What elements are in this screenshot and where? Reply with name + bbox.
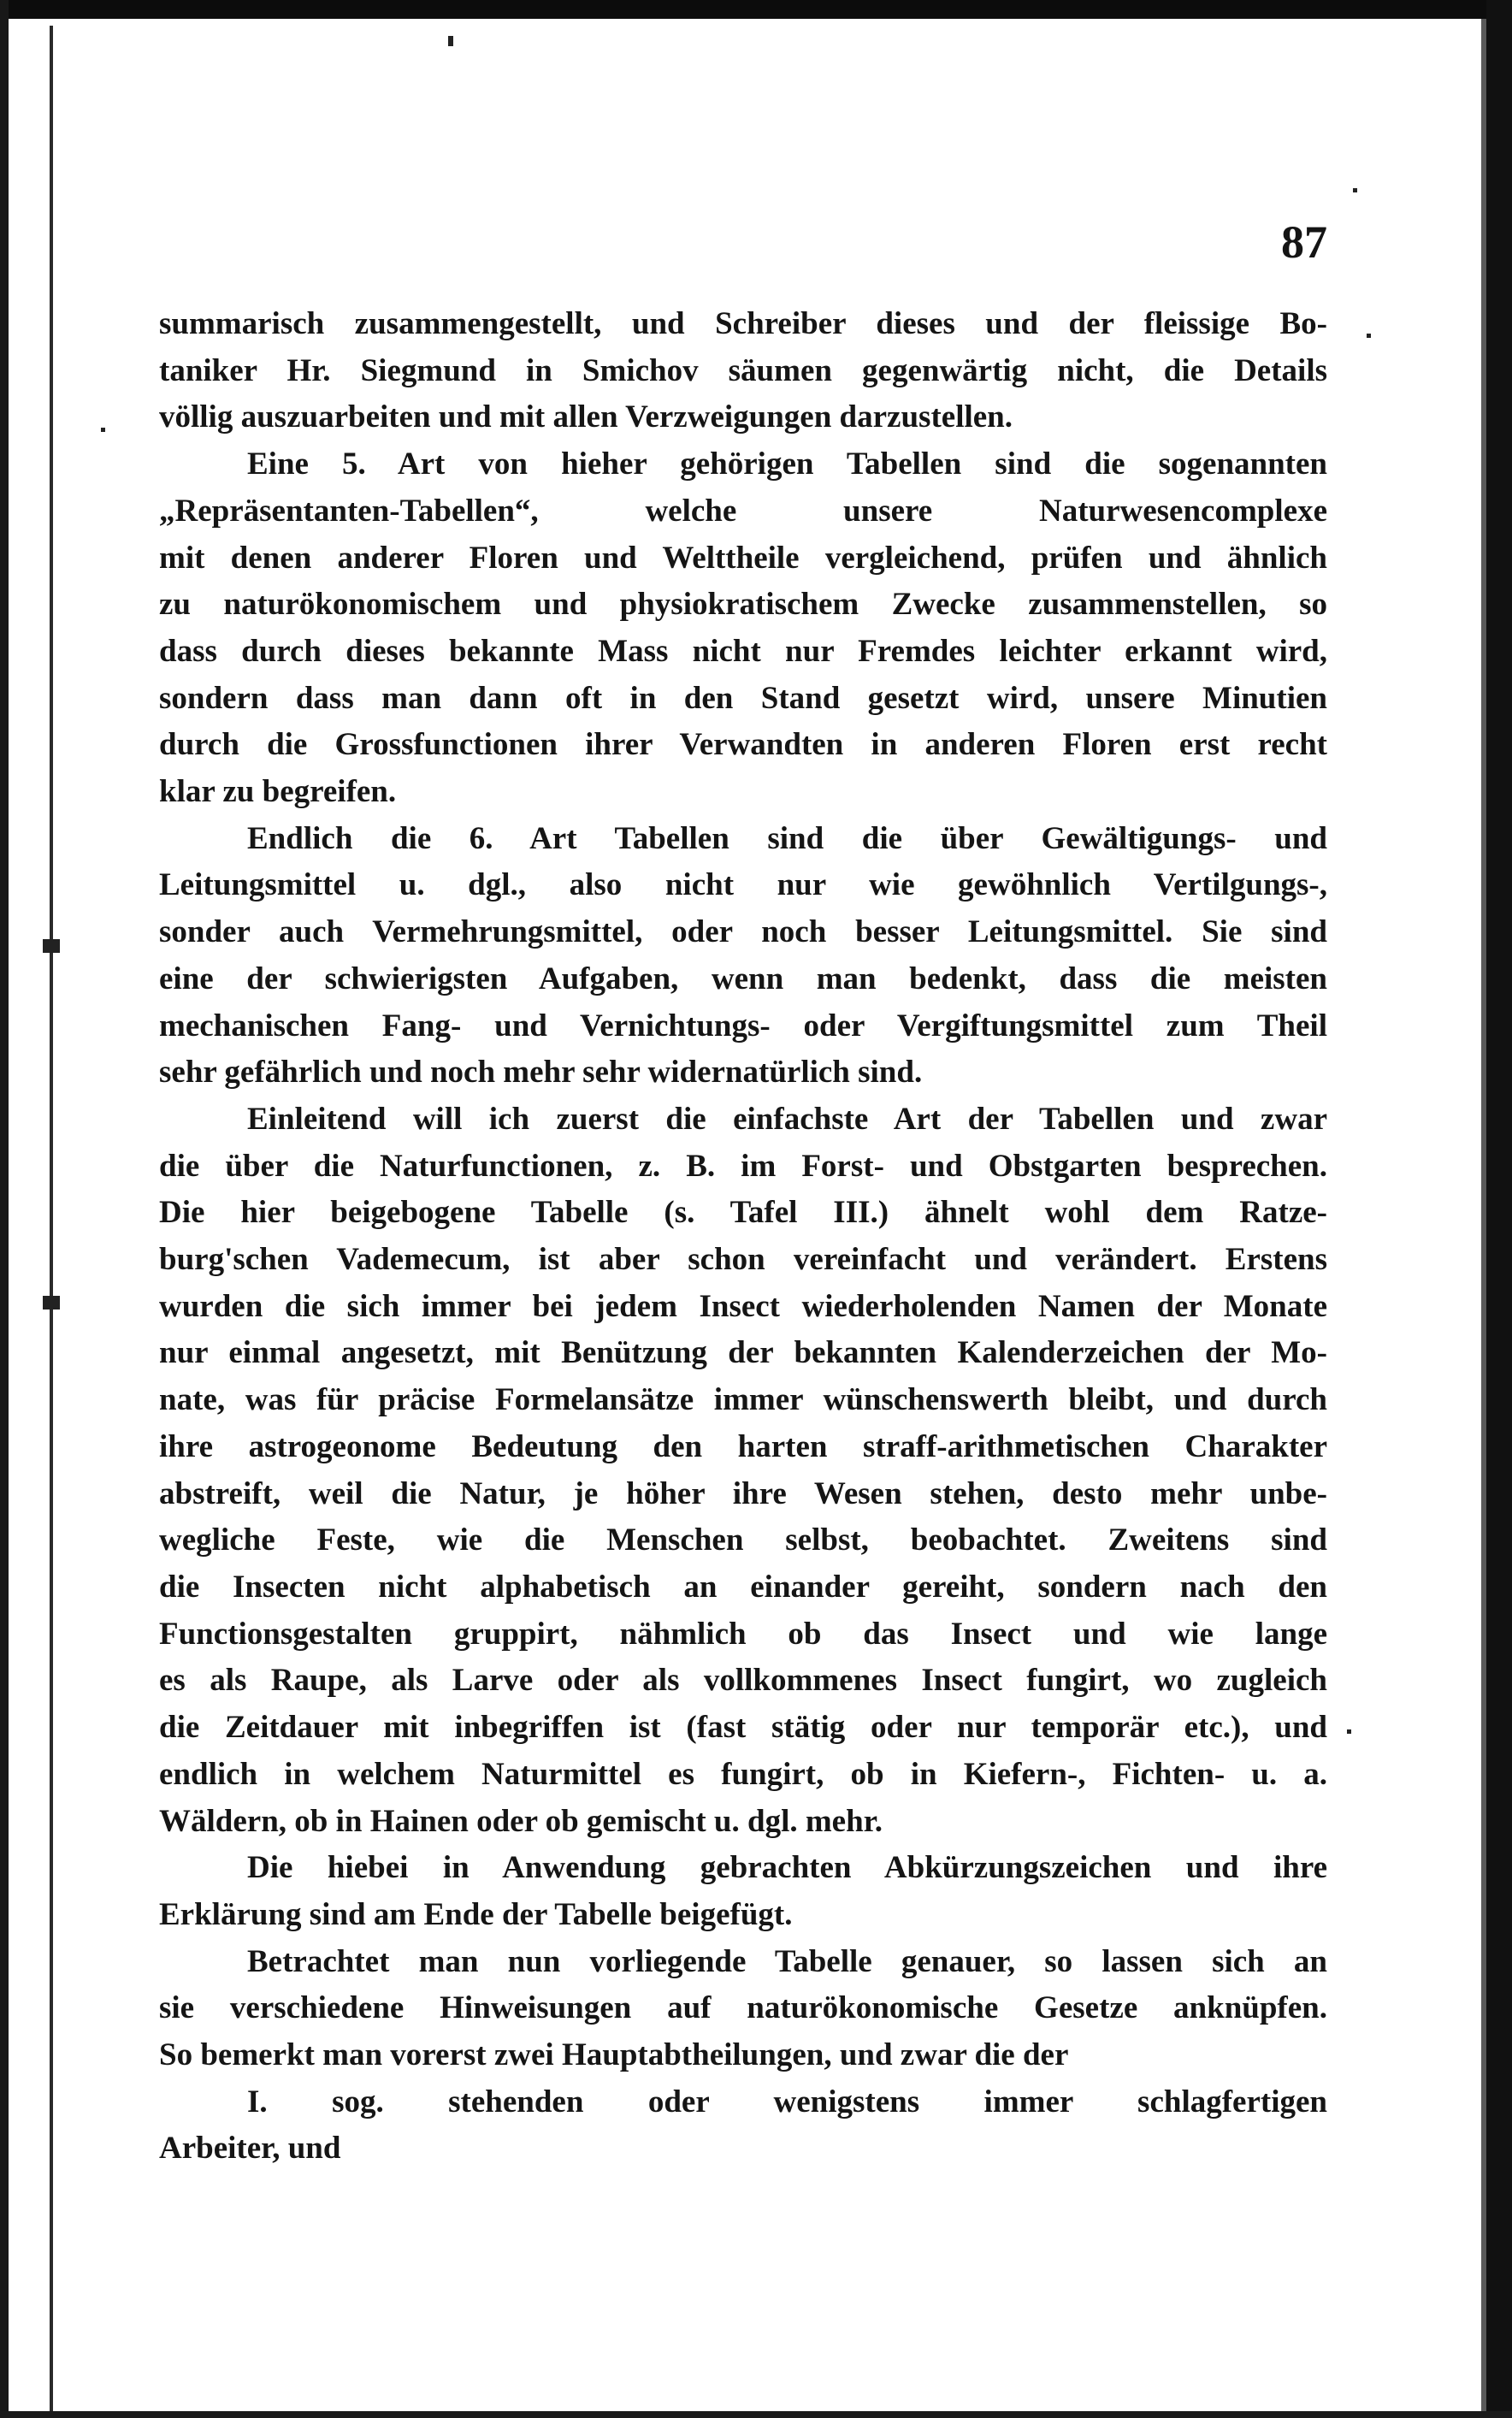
text-line: Die hiebei in Anwendung gebrachten Abkürzungszeichen und ihre (247, 1850, 1327, 1886)
text-line: abstreift, weil die Natur, je höher ihre Wesen stehen, desto mehr unbe- (159, 1475, 1327, 1511)
text-line: So bemerkt man vorerst zwei Hauptabtheilungen, und zwar die der (159, 2037, 1069, 2073)
text-line: mit denen anderer Floren und Welttheile vergleichend, prüfen und ähnlich (159, 540, 1327, 576)
text-line: Endlich die 6. Art Tabellen sind die über Gewältigungs- und (247, 820, 1327, 856)
text-line: die über die Naturfunctionen, z. B. im Forst- und Obstgarten besprechen. (159, 1148, 1327, 1184)
text-line: Eine 5. Art von hieher gehörigen Tabellen sind die sogenannten (247, 446, 1327, 482)
text-line: sie verschiedene Hinweisungen auf naturökonomische Gesetze anknüpfen. (159, 1990, 1327, 2026)
text-line: Betrachtet man nun vorliegende Tabelle genauer, so lassen sich an (247, 1943, 1327, 1979)
text-line: ihre astrogeonome Bedeutung den harten straff-arithmetischen Charakter (159, 1428, 1327, 1464)
speck (1367, 334, 1371, 338)
text-line: sondern dass man dann oft in den Stand gesetzt wird, unsere Minutien (159, 680, 1327, 716)
text-line: klar zu begreifen. (159, 774, 397, 810)
text-line: wurden die sich immer bei jedem Insect wiederholenden Namen der Monate (159, 1288, 1327, 1324)
speck (1347, 1729, 1351, 1734)
text-line: I. sog. stehenden oder wenigstens immer schlagfertigen (247, 2084, 1327, 2119)
page-fold-line (50, 26, 53, 2412)
page-number: 87 (1281, 216, 1327, 268)
scan-border-left (0, 0, 9, 2418)
text-line: sonder auch Vermehrungsmittel, oder noch besser Leitungsmittel. Sie sind (159, 914, 1327, 950)
text-line: nur einmal angesetzt, mit Benützung der bekannten Kalenderzeichen der Mo- (159, 1335, 1327, 1371)
scan-border-bottom (0, 2411, 1512, 2418)
text-line: sehr gefährlich und noch mehr sehr widernatürlich sind. (159, 1055, 923, 1091)
text-line: dass durch dieses bekannte Mass nicht nur Fremdes leichter erkannt wird, (159, 633, 1327, 669)
text-line: Einleitend will ich zuerst die einfachste Art der Tabellen und zwar (247, 1101, 1327, 1137)
text-line: Functionsgestalten gruppirt, nähmlich ob das Insect und wie lange (159, 1616, 1327, 1652)
text-line: durch die Grossfunctionen ihrer Verwandten in anderen Floren erst recht (159, 727, 1327, 763)
scan-border-right (1486, 0, 1512, 2418)
page-edge-shadow (1481, 19, 1486, 2418)
text-line: mechanischen Fang- und Vernichtungs- oder Vergiftungsmittel zum Theil (159, 1008, 1327, 1043)
text-line: es als Raupe, als Larve oder als vollkommenes Insect fungirt, wo zugleich (159, 1663, 1327, 1699)
speck (1353, 188, 1357, 192)
text-line: Arbeiter, und (159, 2131, 341, 2167)
text-line: Die hier beigebogene Tabelle (s. Tafel III.) ähnelt wohl dem Ratze- (159, 1195, 1327, 1231)
binding-mark (43, 939, 60, 953)
text-line: Wäldern, ob in Hainen oder ob gemischt u. dgl. mehr. (159, 1803, 883, 1839)
text-line: „Repräsentanten-Tabellen“, welche unsere Naturwesencomplexe (159, 493, 1327, 529)
text-line: nate, was für präcise Formelansätze immer wünschenswerth bleibt, und durch (159, 1382, 1327, 1418)
text-line: die Zeitdauer mit inbegriffen ist (fast stätig oder nur temporär etc.), und (159, 1710, 1327, 1746)
text-line: zu naturökonomischem und physiokratischem Zwecke zusammenstellen, so (159, 587, 1327, 623)
body-text (159, 301, 1327, 2173)
speck (448, 36, 453, 46)
text-line: eine der schwierigsten Aufgaben, wenn man bedenkt, dass die meisten (159, 961, 1327, 996)
speck (101, 428, 105, 432)
text-line: völlig auszuarbeiten und mit allen Verzweigungen darzustellen. (159, 399, 1013, 435)
text-line: endlich in welchem Naturmittel es fungirt, ob in Kiefern-, Fichten- u. a. (159, 1756, 1327, 1792)
text-line: die Insecten nicht alphabetisch an einander gereiht, sondern nach den (159, 1569, 1327, 1605)
text-line: Erklärung sind am Ende der Tabelle beigefügt. (159, 1896, 793, 1932)
text-line: summarisch zusammengestellt, und Schreiber dieses und der fleissige Bo- (159, 306, 1327, 341)
text-line: wegliche Feste, wie die Menschen selbst, beobachtet. Zweitens sind (159, 1522, 1327, 1558)
text-line: taniker Hr. Siegmund in Smichov säumen gegenwärtig nicht, die Details (159, 352, 1327, 388)
text-line: burg'schen Vademecum, ist aber schon vereinfacht und verändert. Erstens (159, 1242, 1327, 1278)
binding-mark (43, 1296, 60, 1310)
scan-border-top (0, 0, 1512, 19)
text-line: Leitungsmittel u. dgl., also nicht nur wie gewöhnlich Vertilgungs-, (159, 867, 1327, 903)
